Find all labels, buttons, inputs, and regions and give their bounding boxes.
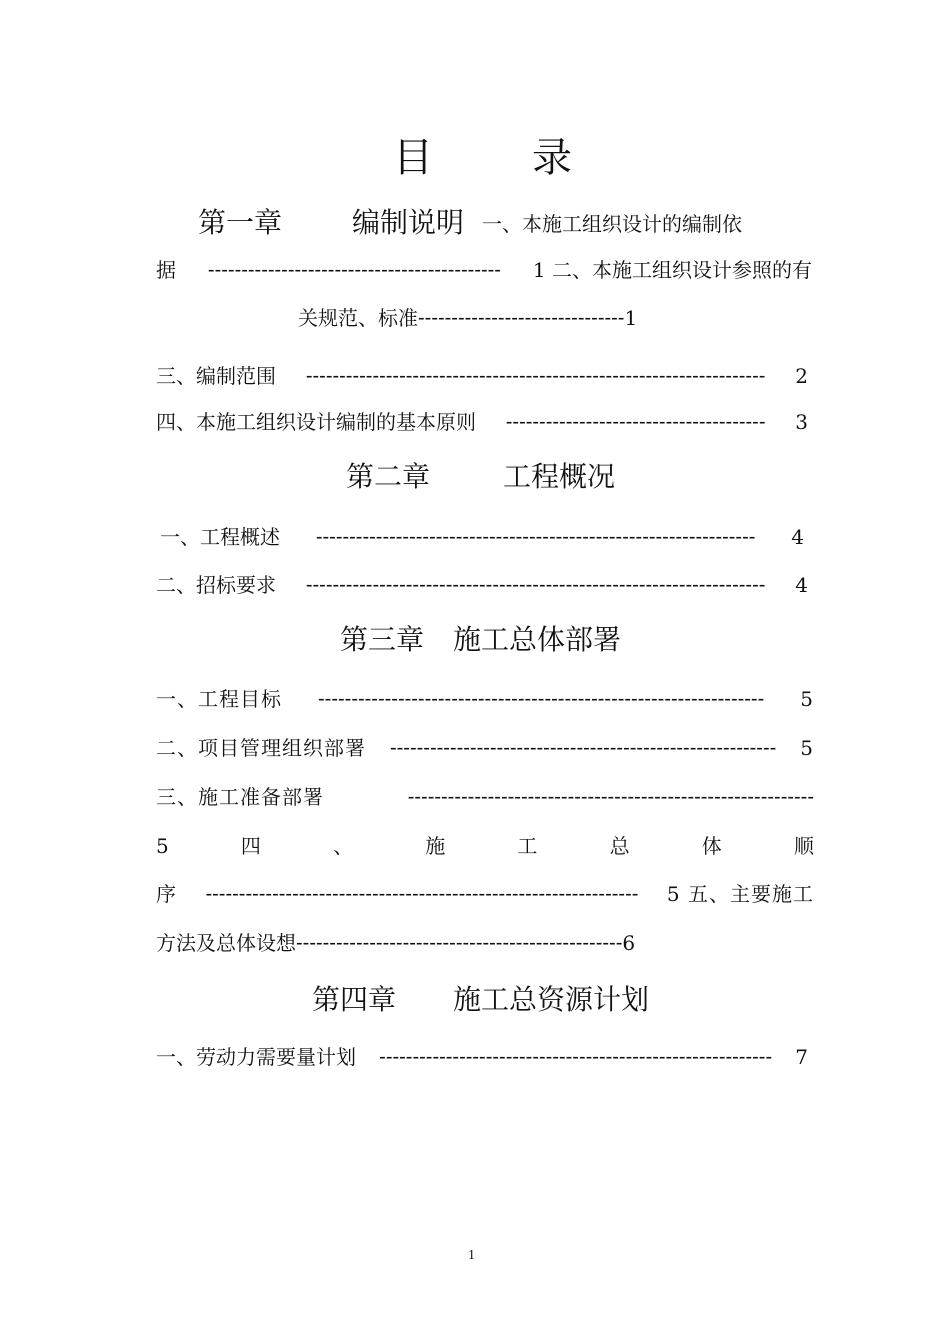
toc-ch4-item1[interactable] <box>156 1047 808 1067</box>
toc-text: 关规范、标准 <box>298 306 418 330</box>
chapter-3-name: 施工总体部署 <box>453 623 622 656</box>
toc-text: 体 <box>701 834 722 858</box>
toc-text: 四、本施工组织设计编制的基本原则 <box>156 410 476 434</box>
chapter-1-label: 第一章 <box>198 206 283 239</box>
page-ref: 1 <box>624 306 638 330</box>
toc-text: 5 <box>156 834 169 858</box>
page-ref: 2 <box>795 364 808 388</box>
page-ref: 4 <box>791 525 804 549</box>
leader-dashes: ------------------------------------------------------------- <box>407 786 814 808</box>
page-ref: 3 <box>795 410 808 434</box>
toc-ch3-item4-cont[interactable] <box>156 884 814 904</box>
leader-dashes: --------------------------------------------------------------------- <box>305 365 766 387</box>
toc-text: 、 <box>333 834 354 858</box>
toc-text: 据 <box>156 258 176 282</box>
toc-ch1-line3[interactable] <box>298 308 637 328</box>
toc-text: 顺 <box>793 834 814 858</box>
toc-text: 工 <box>517 834 538 858</box>
leader-dashes: ------------------------------------------------- <box>296 932 623 954</box>
toc-text: 一、工程目标 <box>156 687 282 711</box>
toc-text: 施 <box>425 834 446 858</box>
chapter-3-label: 第三章 <box>340 623 425 656</box>
toc-ch3-item5-cont[interactable] <box>156 933 635 953</box>
toc-ch1-line2[interactable] <box>156 260 812 280</box>
chapter-1-name: 编制说明 <box>352 206 465 239</box>
toc-ch3-item4-justified[interactable] <box>156 836 814 856</box>
leader-dashes: ------------------------------------------------------------------- <box>318 688 765 710</box>
toc-ch3-item3[interactable] <box>156 787 814 807</box>
toc-ch1-item3[interactable] <box>156 366 808 386</box>
leader-dashes: --------------------------------------- <box>505 411 766 433</box>
toc-text: 1 二、本施工组织设计参照的有 <box>532 258 812 282</box>
chapter-2-label: 第二章 <box>346 460 431 493</box>
toc-text: 一、工程概述 <box>160 525 280 549</box>
toc-text: 二、招标要求 <box>156 573 276 597</box>
toc-ch1-line1[interactable]: 一、本施工组织设计的编制依 <box>482 212 742 236</box>
toc-ch1-item4[interactable] <box>156 412 808 432</box>
toc-ch3-item2[interactable] <box>156 738 814 758</box>
toc-text: 三、编制范围 <box>156 364 276 388</box>
toc-text: 5 五、主要施工 <box>666 882 814 906</box>
leader-dashes: ------------------------------- <box>418 307 625 329</box>
toc-text: 三、施工准备部署 <box>156 785 324 809</box>
page-ref: 6 <box>622 931 636 955</box>
toc-text: 总 <box>609 834 630 858</box>
leader-dashes: ---------------------------------------------------------- <box>389 737 777 759</box>
leader-dashes: ------------------------------------------------------------------ <box>315 526 756 548</box>
leader-dashes: --------------------------------------------------------------------- <box>305 574 766 596</box>
page-number: 1 <box>468 1248 475 1263</box>
leader-dashes: -------------------------------------------- <box>207 259 501 281</box>
toc-text: 方法及总体设想 <box>156 931 296 955</box>
toc-title-right: 录 <box>532 135 572 181</box>
toc-text: 序 <box>156 882 177 906</box>
chapter-2-name: 工程概况 <box>503 460 616 493</box>
page-ref: 4 <box>795 573 808 597</box>
page-ref: 5 <box>800 687 814 711</box>
toc-ch2-item1[interactable] <box>160 527 804 547</box>
leader-dashes: ----------------------------------------------------------- <box>379 1046 773 1068</box>
toc-text: 四 <box>240 834 261 858</box>
toc-ch3-item1[interactable] <box>156 689 814 709</box>
toc-title-left: 目 <box>393 135 433 181</box>
toc-ch2-item2[interactable] <box>156 575 808 595</box>
chapter-4-label: 第四章 <box>312 983 397 1016</box>
leader-dashes: ----------------------------------------------------------------- <box>205 883 639 905</box>
toc-text: 二、项目管理组织部署 <box>156 736 366 760</box>
toc-text: 一、劳动力需要量计划 <box>156 1045 356 1069</box>
chapter-4-name: 施工总资源计划 <box>453 983 650 1016</box>
page-ref: 7 <box>795 1045 808 1069</box>
page-ref: 5 <box>800 736 814 760</box>
